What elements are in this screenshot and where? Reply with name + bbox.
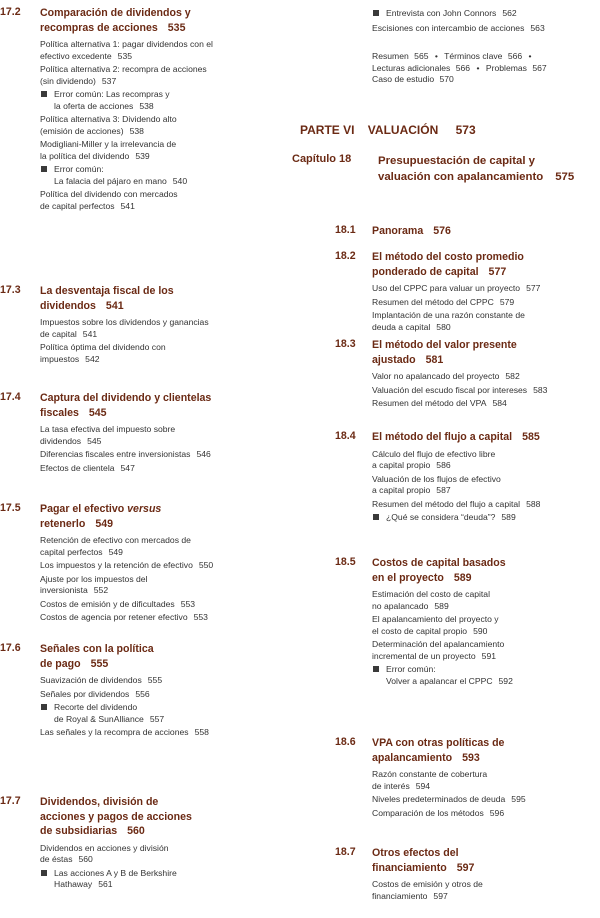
section-title xyxy=(372,430,600,445)
bullet-dot: • xyxy=(434,51,438,61)
entry-text: Dividendos en acciones y división xyxy=(40,842,169,853)
section-title-text[interactable]: La desventaja fiscal de los xyxy=(40,285,174,297)
toc-entry[interactable] xyxy=(372,310,600,333)
entry-page: 580 xyxy=(436,321,451,332)
entry-text: Las señales y la recompra de acciones xyxy=(40,727,189,737)
section-18-4 xyxy=(292,430,600,526)
toc-entry[interactable] xyxy=(40,342,288,365)
entry-text: Ajuste por los impuestos del xyxy=(40,573,148,584)
entry-page: 542 xyxy=(85,353,100,364)
entry-page: 555 xyxy=(147,675,163,685)
summary-resumen[interactable]: Resumen xyxy=(372,51,409,61)
toc-entry[interactable] xyxy=(372,639,600,662)
toc-entry[interactable] xyxy=(40,599,288,611)
entry-page: 539 xyxy=(135,150,150,161)
section-title xyxy=(40,284,288,313)
entry-text: Recorte del dividendo xyxy=(54,702,138,712)
summary-lecturas[interactable]: Lecturas adicionales xyxy=(372,62,451,73)
entry-page: 546 xyxy=(196,449,211,459)
boxed-entry[interactable] xyxy=(40,868,288,891)
toc-entry[interactable] xyxy=(372,23,600,35)
chapter-title-line-1[interactable]: Presupuestación de capital y xyxy=(378,155,535,167)
section-title-part[interactable]: Pagar el efectivo xyxy=(40,503,128,515)
summary-problemas[interactable]: Problemas xyxy=(485,62,527,73)
entry-text: Las acciones A y B de Berkshire xyxy=(54,867,177,878)
entry-text: no apalancado xyxy=(372,600,429,611)
entry-text: ¿Qué se considera “deuda”? xyxy=(386,512,496,522)
section-17-3 xyxy=(0,284,288,367)
section-title-text[interactable]: ponderado de capital xyxy=(372,265,479,278)
section-17-4 xyxy=(0,391,288,476)
section-title-text[interactable]: Costos de capital basados xyxy=(372,557,506,569)
section-number: 18.1 xyxy=(335,224,356,236)
section-page: 593 xyxy=(462,751,480,764)
section-title-text[interactable]: retenerlo xyxy=(40,517,86,530)
entry-page: 563 xyxy=(530,22,545,33)
section-title-text[interactable]: Señales con la política xyxy=(40,643,154,655)
entry-text: Estimación del costo de capital xyxy=(372,589,490,599)
entry-page: 588 xyxy=(526,498,541,509)
entry-text: Escisiones con intercambio de acciones xyxy=(372,22,525,33)
section-number: 18.5 xyxy=(335,556,356,568)
section-title-text[interactable]: Captura del dividendo y clientelas xyxy=(40,392,212,404)
section-18-6 xyxy=(292,736,600,821)
entry-page: 552 xyxy=(93,585,109,595)
section-number: 18.3 xyxy=(335,338,356,350)
entry-text: Error común: xyxy=(54,164,104,174)
section-title xyxy=(40,642,288,671)
section-number: 17.3 xyxy=(0,284,21,296)
section-title-text[interactable]: de pago xyxy=(40,657,81,670)
entry-page: 589 xyxy=(434,600,449,611)
section-page: 597 xyxy=(456,861,475,874)
part-page: 573 xyxy=(455,123,476,137)
entry-page: 538 xyxy=(129,125,144,136)
entry-page: 553 xyxy=(193,612,208,622)
entry-page: 586 xyxy=(436,460,451,470)
section-number: 17.4 xyxy=(0,391,21,403)
entry-page: 541 xyxy=(82,328,98,339)
toc-entry[interactable] xyxy=(372,449,600,472)
toc-entry[interactable] xyxy=(372,794,600,806)
entry-text: Suavización de dividendos xyxy=(40,675,142,685)
entry-page: 537 xyxy=(101,75,117,86)
entry-text: el costo de capital propio xyxy=(372,625,468,636)
section-18-1 xyxy=(292,224,600,243)
entry-text: El apalancamiento del proyecto y xyxy=(372,614,499,624)
toc-entry[interactable] xyxy=(372,385,600,397)
section-number: 17.5 xyxy=(0,502,21,514)
toc-entry[interactable] xyxy=(40,114,288,137)
entry-page: 589 xyxy=(501,512,516,522)
boxed-entry[interactable] xyxy=(372,664,600,687)
toc-entry[interactable] xyxy=(40,727,288,739)
entry-text: Error común: Las recompras y xyxy=(54,89,170,99)
section-number: 18.7 xyxy=(335,846,356,858)
section-page: 577 xyxy=(488,265,507,278)
entry-text: (sin dividendo) xyxy=(40,75,96,86)
part-heading xyxy=(300,123,476,137)
entry-text: (emisión de acciones) xyxy=(40,125,124,136)
boxed-entry[interactable] xyxy=(40,702,288,725)
chapter-label: Capítulo 18 xyxy=(292,153,352,165)
entry-page: 538 xyxy=(139,100,154,111)
entry-text: Política del dividendo con mercados xyxy=(40,189,178,199)
entry-text: Efectos de clientela xyxy=(40,462,115,473)
section-title-text[interactable]: acciones y pagos de acciones xyxy=(40,810,192,823)
summary-caso[interactable]: Caso de estudio xyxy=(372,74,435,84)
section-title xyxy=(40,6,288,35)
section-18-2 xyxy=(292,250,600,335)
section-title xyxy=(372,224,600,239)
section-page: 589 xyxy=(453,571,472,584)
toc-entry[interactable] xyxy=(40,612,288,624)
section-title-part[interactable]: versus xyxy=(127,503,162,515)
entry-page: 577 xyxy=(526,283,541,293)
section-page: 576 xyxy=(433,225,451,237)
section-number: 17.6 xyxy=(0,642,21,654)
entry-page: 584 xyxy=(492,398,507,408)
section-page: 535 xyxy=(167,21,186,34)
chapter-summary: Resumen 565 • Términos clave 566 • Lecturas adicionales 566 • Problemas 567 Caso de estudio 570 xyxy=(372,51,547,84)
section-title xyxy=(372,556,600,585)
chapter-page: 575 xyxy=(555,171,575,183)
section-title xyxy=(372,846,600,875)
entry-page: 547 xyxy=(120,462,135,473)
section-title xyxy=(40,795,288,839)
entry-text: La tasa efectiva del impuesto sobre xyxy=(40,424,176,434)
section-number: 18.2 xyxy=(335,250,356,262)
entry-text: de capital perfectos xyxy=(40,200,115,211)
entry-text: Implantación de una razón constante de xyxy=(372,310,525,320)
toc-entry[interactable] xyxy=(40,64,288,87)
entry-page: 596 xyxy=(489,807,505,818)
continued-entries xyxy=(292,8,600,37)
toc-entry[interactable] xyxy=(372,371,600,383)
part-label: PARTE VI xyxy=(300,123,355,137)
entry-text: a capital propio xyxy=(372,485,431,495)
entry-page: 545 xyxy=(87,435,102,446)
entry-text: impuestos xyxy=(40,353,80,364)
entry-text: financiamiento xyxy=(372,890,428,901)
entry-text: Resumen del método del CPPC xyxy=(372,296,494,307)
section-title-text[interactable]: Dividendos, división de xyxy=(40,796,159,808)
entry-text: Modigliani-Miller y la irrelevancia de xyxy=(40,139,177,149)
entry-text: la política del dividendo xyxy=(40,150,130,161)
section-title-text[interactable]: El método del costo promedio xyxy=(372,251,524,263)
section-18-5 xyxy=(292,556,600,689)
toc-entry[interactable] xyxy=(40,463,288,475)
toc-entry[interactable] xyxy=(40,843,288,866)
section-page: 549 xyxy=(95,517,114,530)
section-title-text[interactable]: Panorama xyxy=(372,225,424,237)
toc-entry[interactable] xyxy=(40,189,288,212)
entry-page: 579 xyxy=(499,296,515,307)
part-title[interactable]: VALUACIÓN xyxy=(367,123,439,137)
entry-page: 595 xyxy=(511,794,526,804)
entry-text: inversionista xyxy=(40,585,88,595)
entry-page: 549 xyxy=(108,546,123,557)
toc-entry[interactable] xyxy=(40,449,288,461)
boxed-entry[interactable] xyxy=(372,8,600,20)
section-page: 555 xyxy=(90,657,109,670)
section-17-2 xyxy=(0,6,288,214)
entry-page: 550 xyxy=(198,560,214,570)
entry-text: Los impuestos y la retención de efectivo xyxy=(40,560,193,570)
entry-text: de interés xyxy=(372,780,410,791)
section-title-text[interactable]: recompras de acciones xyxy=(40,21,158,34)
entry-page: 561 xyxy=(98,879,113,889)
entry-text: dividendos xyxy=(40,435,82,446)
toc-entry[interactable] xyxy=(40,424,288,447)
entry-text: deuda a capital xyxy=(372,321,431,332)
section-title-text[interactable]: Comparación de dividendos y xyxy=(40,7,191,19)
section-title-text[interactable]: ajustado xyxy=(372,353,416,366)
toc-entry[interactable] xyxy=(40,689,288,701)
entry-text: Valuación del escudo fiscal por intereses xyxy=(372,384,528,395)
toc-entry[interactable] xyxy=(40,675,288,687)
section-page: 541 xyxy=(105,299,124,312)
section-title-text[interactable]: apalancamiento xyxy=(372,751,453,764)
section-title-text[interactable]: El método del flujo a capital xyxy=(372,431,513,443)
section-title xyxy=(372,338,600,367)
entry-page: 541 xyxy=(120,200,135,211)
entry-text: Volver a apalancar el CPPC xyxy=(386,675,493,686)
entry-text: Uso del CPPC para valuar un proyecto xyxy=(372,283,521,293)
entry-text: Valuación de los flujos de efectivo xyxy=(372,473,501,484)
entry-text: Resumen del método del flujo a capital xyxy=(372,498,521,509)
entry-text: Entrevista con John Connors xyxy=(386,8,497,18)
toc-entry[interactable] xyxy=(40,535,288,558)
section-17-5 xyxy=(0,502,288,626)
section-page: 581 xyxy=(425,353,444,366)
entry-page: 583 xyxy=(533,384,548,395)
toc-entry[interactable] xyxy=(40,39,288,62)
entry-text: Comparación de los métodos xyxy=(372,807,484,818)
entry-text: Niveles predeterminados de deuda xyxy=(372,794,506,804)
entry-text: Costos de emisión y otros de xyxy=(372,879,483,889)
section-17-6 xyxy=(0,642,288,741)
toc-entry[interactable] xyxy=(372,879,600,902)
entry-text: La falacia del pájaro en mano xyxy=(54,175,167,186)
entry-text: Hathaway xyxy=(54,879,93,889)
toc-entry[interactable] xyxy=(372,474,600,497)
boxed-entry[interactable] xyxy=(40,164,288,187)
entry-text: efectivo excedente xyxy=(40,50,112,61)
entry-page: 558 xyxy=(194,727,209,737)
entry-text: de éstas xyxy=(40,854,73,864)
entry-text: Resumen del método del VPA xyxy=(372,398,487,408)
entry-text: Razón constante de cobertura xyxy=(372,769,488,779)
section-17-7 xyxy=(0,795,288,893)
summary-terminos[interactable]: Términos clave xyxy=(444,51,503,61)
section-title-text[interactable]: dividendos xyxy=(40,299,96,312)
entry-text: Costos de emisión y de dificultades xyxy=(40,598,175,609)
section-title xyxy=(40,391,288,420)
entry-page: 557 xyxy=(149,713,165,724)
entry-page: 597 xyxy=(433,890,448,901)
entry-text: Política óptima del dividendo con xyxy=(40,342,166,352)
toc-entry[interactable] xyxy=(372,769,600,792)
entry-text: Retención de efectivo con mercados de xyxy=(40,535,191,545)
entry-page: 590 xyxy=(473,625,488,636)
entry-text: Política alternativa 1: pagar dividendos con el xyxy=(40,39,213,49)
toc-entry[interactable] xyxy=(372,297,600,309)
entry-text: Determinación del apalancamiento xyxy=(372,639,505,649)
section-title-text[interactable]: de subsidiarias xyxy=(40,825,118,837)
toc-entry[interactable] xyxy=(372,808,600,820)
entry-page: 560 xyxy=(78,854,93,864)
section-title-text[interactable]: El método del valor presente xyxy=(372,339,517,351)
entry-text: Costos de agencia por retener efectivo xyxy=(40,612,188,622)
entry-page: 582 xyxy=(505,371,520,381)
boxed-entry[interactable] xyxy=(372,512,600,524)
entry-text: Error común: xyxy=(386,664,436,674)
toc-entry[interactable] xyxy=(372,283,600,295)
entry-page: 587 xyxy=(436,485,451,495)
entry-text: a capital propio xyxy=(372,460,431,470)
boxed-entry[interactable] xyxy=(40,89,288,112)
entry-page: 562 xyxy=(502,8,517,18)
toc-entry[interactable] xyxy=(372,499,600,511)
section-title xyxy=(40,502,288,531)
section-18-3 xyxy=(292,338,600,412)
entry-text: de Royal & SunAlliance xyxy=(54,713,144,724)
entry-text: Valor no apalancado del proyecto xyxy=(372,371,500,381)
section-title-text[interactable]: financiamiento xyxy=(372,861,447,874)
entry-text: incremental de un proyecto xyxy=(372,650,476,661)
entry-page: 553 xyxy=(180,598,196,609)
section-number: 18.4 xyxy=(335,430,356,442)
entry-text: Política alternativa 3: Dividendo alto xyxy=(40,114,177,124)
entry-text: Política alternativa 2: recompra de acciones xyxy=(40,64,207,74)
section-number: 17.7 xyxy=(0,795,21,807)
section-title-text[interactable]: en el proyecto xyxy=(372,571,444,584)
section-title xyxy=(372,250,600,279)
toc-entry[interactable] xyxy=(372,589,600,612)
entry-text: Diferencias fiscales entre inversionistas xyxy=(40,449,191,459)
section-number: 17.2 xyxy=(0,6,21,18)
entry-text: Impuestos sobre los dividendos y ganancias xyxy=(40,317,209,327)
section-title xyxy=(372,736,600,765)
toc-entry[interactable] xyxy=(372,398,600,410)
entry-page: 540 xyxy=(172,175,188,186)
chapter-heading xyxy=(292,153,600,185)
entry-text: Señales por dividendos xyxy=(40,688,130,699)
section-page: 560 xyxy=(127,825,145,837)
toc-entry[interactable] xyxy=(372,614,600,637)
entry-text: la oferta de acciones xyxy=(54,100,134,111)
toc-entry[interactable] xyxy=(40,317,288,340)
toc-entry[interactable] xyxy=(40,139,288,162)
entry-page: 591 xyxy=(481,650,497,661)
entry-text: Cálculo del flujo de efectivo libre xyxy=(372,448,496,459)
section-title-text[interactable]: VPA con otras políticas de xyxy=(372,737,505,749)
bullet-dot: • xyxy=(528,51,532,61)
section-number: 18.6 xyxy=(335,736,356,748)
section-title-text[interactable]: fiscales xyxy=(40,406,79,419)
bullet-dot: • xyxy=(476,62,480,73)
toc-entry[interactable] xyxy=(40,574,288,597)
toc-entry[interactable] xyxy=(40,560,288,572)
entry-page: 594 xyxy=(415,780,431,791)
entry-page: 592 xyxy=(498,675,513,686)
entry-text: de capital xyxy=(40,328,77,339)
section-page: 545 xyxy=(88,406,107,419)
section-title-text[interactable]: Otros efectos del xyxy=(372,847,459,859)
entry-page: 556 xyxy=(135,688,150,699)
section-page: 585 xyxy=(522,431,540,443)
section-18-7 xyxy=(292,846,600,904)
chapter-title-line-2[interactable]: valuación con apalancamiento xyxy=(378,171,544,183)
entry-text: capital perfectos xyxy=(40,546,103,557)
entry-page: 535 xyxy=(117,50,133,61)
